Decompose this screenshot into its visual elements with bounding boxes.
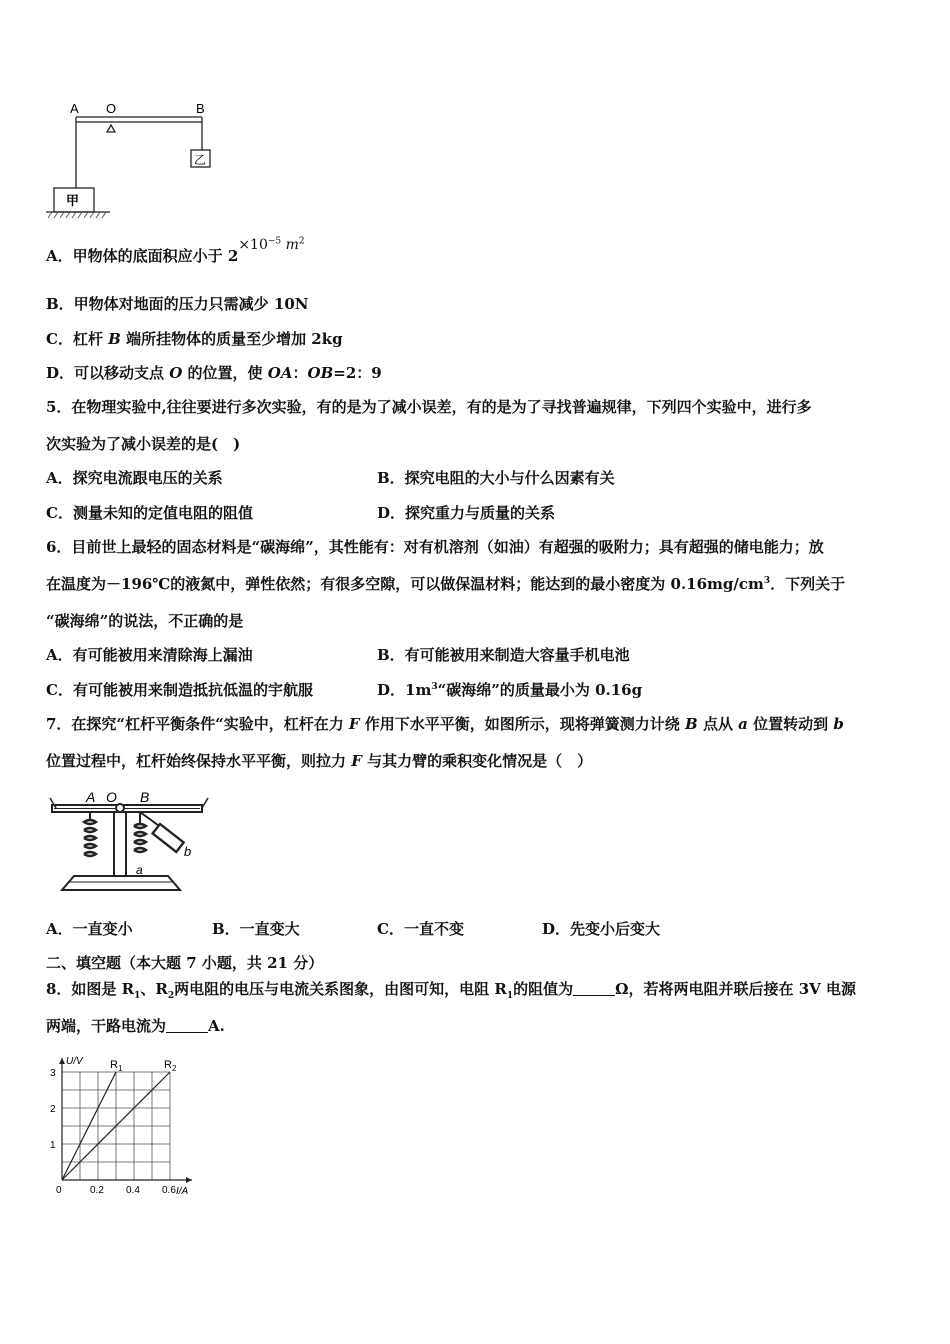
q7-stem-line1: [46, 714, 844, 734]
q6-stem-line2-post: ．下列关于: [770, 575, 846, 593]
series-label-r2: R: [164, 1059, 172, 1071]
q8-l1-s2: 2: [167, 991, 175, 1001]
q4-formula-exp: −5: [267, 236, 282, 247]
q8-l1-e: Ω，若将两电阻并联后接在 3V 电源: [615, 980, 856, 998]
q8-l1-c: 两电阻的电压与电流关系图象，由图可知，电阻 R: [174, 980, 507, 998]
q8-l2-a: 两端，干路电流为: [46, 1017, 167, 1035]
q5-option-a: A．探究电流跟电压的关系: [46, 469, 223, 487]
fig1-label-b: B: [196, 101, 205, 116]
fig1-label-jia: 甲: [66, 193, 80, 208]
q7-l1-a: 7．在探究“杠杆平衡条件“实验中，杠杆在力: [46, 715, 349, 733]
q7-l2-b: 与其力臂的乘积变化情况是（ ）: [361, 752, 593, 770]
q4-option-a-text: A．甲物体的底面积应小于 2: [46, 247, 239, 265]
fig1-label-a: A: [70, 101, 79, 116]
y-axis-arrow: [59, 1058, 65, 1064]
q8-l1-s1: 1: [134, 991, 141, 1001]
q7-stem-line2: [46, 751, 592, 771]
q6-option-d-sup: 3: [431, 682, 438, 692]
y-axis-label: U/V: [66, 1056, 83, 1067]
chart-axes: [59, 1058, 192, 1183]
q4-formula: ×10: [238, 237, 268, 253]
x-tick-label: 0.6: [162, 1185, 176, 1196]
q8-l1-a: 8．如图是 R: [46, 980, 135, 998]
y-tick-label: 1: [50, 1140, 56, 1151]
q6-stem-line2-pre: 在温度为－196℃的液氮中，弹性依然；有很多空隙，可以做保温材料；能达到的最小密度为 0.16mg/cm: [46, 575, 764, 593]
q6-stem-line3: “碳海绵”的说法，不正确的是: [46, 612, 244, 630]
fig1-label-yi: 乙: [194, 153, 207, 167]
chart-labels: [50, 1056, 189, 1197]
q5-option-b: B．探究电阻的大小与什么因素有关: [377, 469, 615, 487]
fig2-label-b: B: [140, 789, 150, 805]
q4-formula-unit: m: [285, 237, 299, 253]
q4-option-a: [46, 236, 305, 267]
q4-option-b: B．甲物体对地面的压力只需减少 10N: [46, 295, 309, 313]
q8-stem-line2: [46, 1016, 225, 1036]
x-tick-label: 0.4: [126, 1185, 140, 1196]
q4-option-d: [46, 363, 382, 383]
q4-option-c-pre: C．杠杆: [46, 330, 109, 348]
series-label-sub-r2: 2: [172, 1064, 177, 1073]
q7-option-d: D．先变小后变大: [542, 920, 661, 938]
q4-option-d-pre: D．可以移动支点: [46, 364, 170, 382]
q6-option-d: [377, 680, 642, 700]
q4-option-d-var-o: O: [169, 364, 183, 382]
x-axis-arrow: [186, 1177, 192, 1183]
fig2-label-pos-b: b: [184, 844, 192, 859]
q7-l1-c: 点从: [697, 715, 739, 733]
q7-l1-d: 位置转动到: [747, 715, 834, 733]
q4-option-c-post: 端所挂物体的质量至少增加 2kg: [120, 330, 343, 348]
section-heading: 二、填空题（本大题 7 小题，共 21 分）: [46, 954, 324, 972]
q6-stem-line2-sup: 3: [763, 576, 771, 586]
q6-option-d-pre: D．1m: [377, 681, 432, 699]
q5-stem-line2: 次实验为了减小误差的是( ): [46, 435, 241, 453]
q5-option-d: D．探究重力与质量的关系: [377, 504, 556, 522]
q6-option-b: B．有可能被用来制造大容量手机电池: [377, 646, 630, 664]
q8-l1-b: 、R: [140, 980, 168, 998]
q8-l2-b: A.: [208, 1017, 225, 1035]
q4-option-d-var-oa: OA: [267, 364, 293, 382]
q6-option-a: A．有可能被用来清除海上漏油: [46, 646, 253, 664]
q7-l1-b: 作用下水平平衡，如图所示，现将弹簧测力计绕: [359, 715, 686, 733]
fig2-label-a: A: [86, 789, 96, 805]
q4-option-d-var-ob: OB: [307, 364, 334, 382]
q8-stem-line1: [46, 979, 856, 999]
q4-option-d-colon: ：: [292, 364, 308, 382]
q7-option-c: C．一直不变: [377, 920, 464, 938]
x-tick-label: 0.2: [90, 1185, 104, 1196]
fig2-label-pos-a: a: [136, 863, 143, 877]
q7-option-a: A．一直变小: [46, 920, 133, 938]
q8-l1-d: 的阻值为: [513, 980, 574, 998]
lever-figure-1: [40, 95, 230, 225]
q7-l1-pos-b: b: [833, 715, 844, 733]
q6-option-d-post: “碳海绵”的质量最小为 0.16g: [437, 681, 643, 699]
q8-l1-s3: 1: [506, 991, 514, 1001]
q5-stem-line1: 5．在物理实验中,往往要进行多次实验，有的是为了减小误差，有的是为了寻找普遍规律，下列四个实验中，进行多: [46, 398, 812, 416]
x-tick-label: 0: [56, 1185, 62, 1196]
q6-option-c: C．有可能被用来制造抵抗低温的宇航服: [46, 681, 313, 699]
q7-l1-point-b: B: [685, 715, 698, 733]
q4-option-d-post: =2：9: [333, 364, 382, 382]
q4-option-d-mid: 的位置，使: [182, 364, 268, 382]
q4-formula-unit-exp: 2: [298, 236, 305, 247]
y-tick-label: 2: [50, 1104, 56, 1115]
fig2-label-o: O: [106, 789, 117, 805]
q8-blank-2[interactable]: [166, 1018, 208, 1033]
q4-option-c: [46, 329, 343, 349]
q4-option-c-var: B: [108, 330, 121, 348]
q7-l2-a: 位置过程中，杠杆始终保持水平平衡，则拉力: [46, 752, 352, 770]
x-axis-label: I/A: [176, 1186, 189, 1197]
q7-l1-f: F: [348, 715, 360, 733]
series-label-sub-r1: 1: [118, 1064, 123, 1073]
q8-blank-1[interactable]: [573, 981, 615, 996]
lever-figure-2: [44, 786, 214, 898]
y-tick-label: 3: [50, 1068, 56, 1079]
series-label-r1: R: [110, 1059, 118, 1071]
q6-stem-line2: [46, 574, 845, 594]
ui-chart: [40, 1050, 200, 1202]
q5-option-c: C．测量未知的定值电阻的阻值: [46, 504, 253, 522]
q7-option-b: B．一直变大: [212, 920, 300, 938]
q7-l2-f: F: [351, 752, 362, 770]
q7-l1-pos-a: a: [738, 715, 748, 733]
fig1-label-o: O: [106, 101, 117, 116]
q6-stem-line1: 6．目前世上最轻的固态材料是“碳海绵”，其性能有：对有机溶剂（如油）有超强的吸附力；具有超强的储电能力；放: [46, 538, 824, 556]
